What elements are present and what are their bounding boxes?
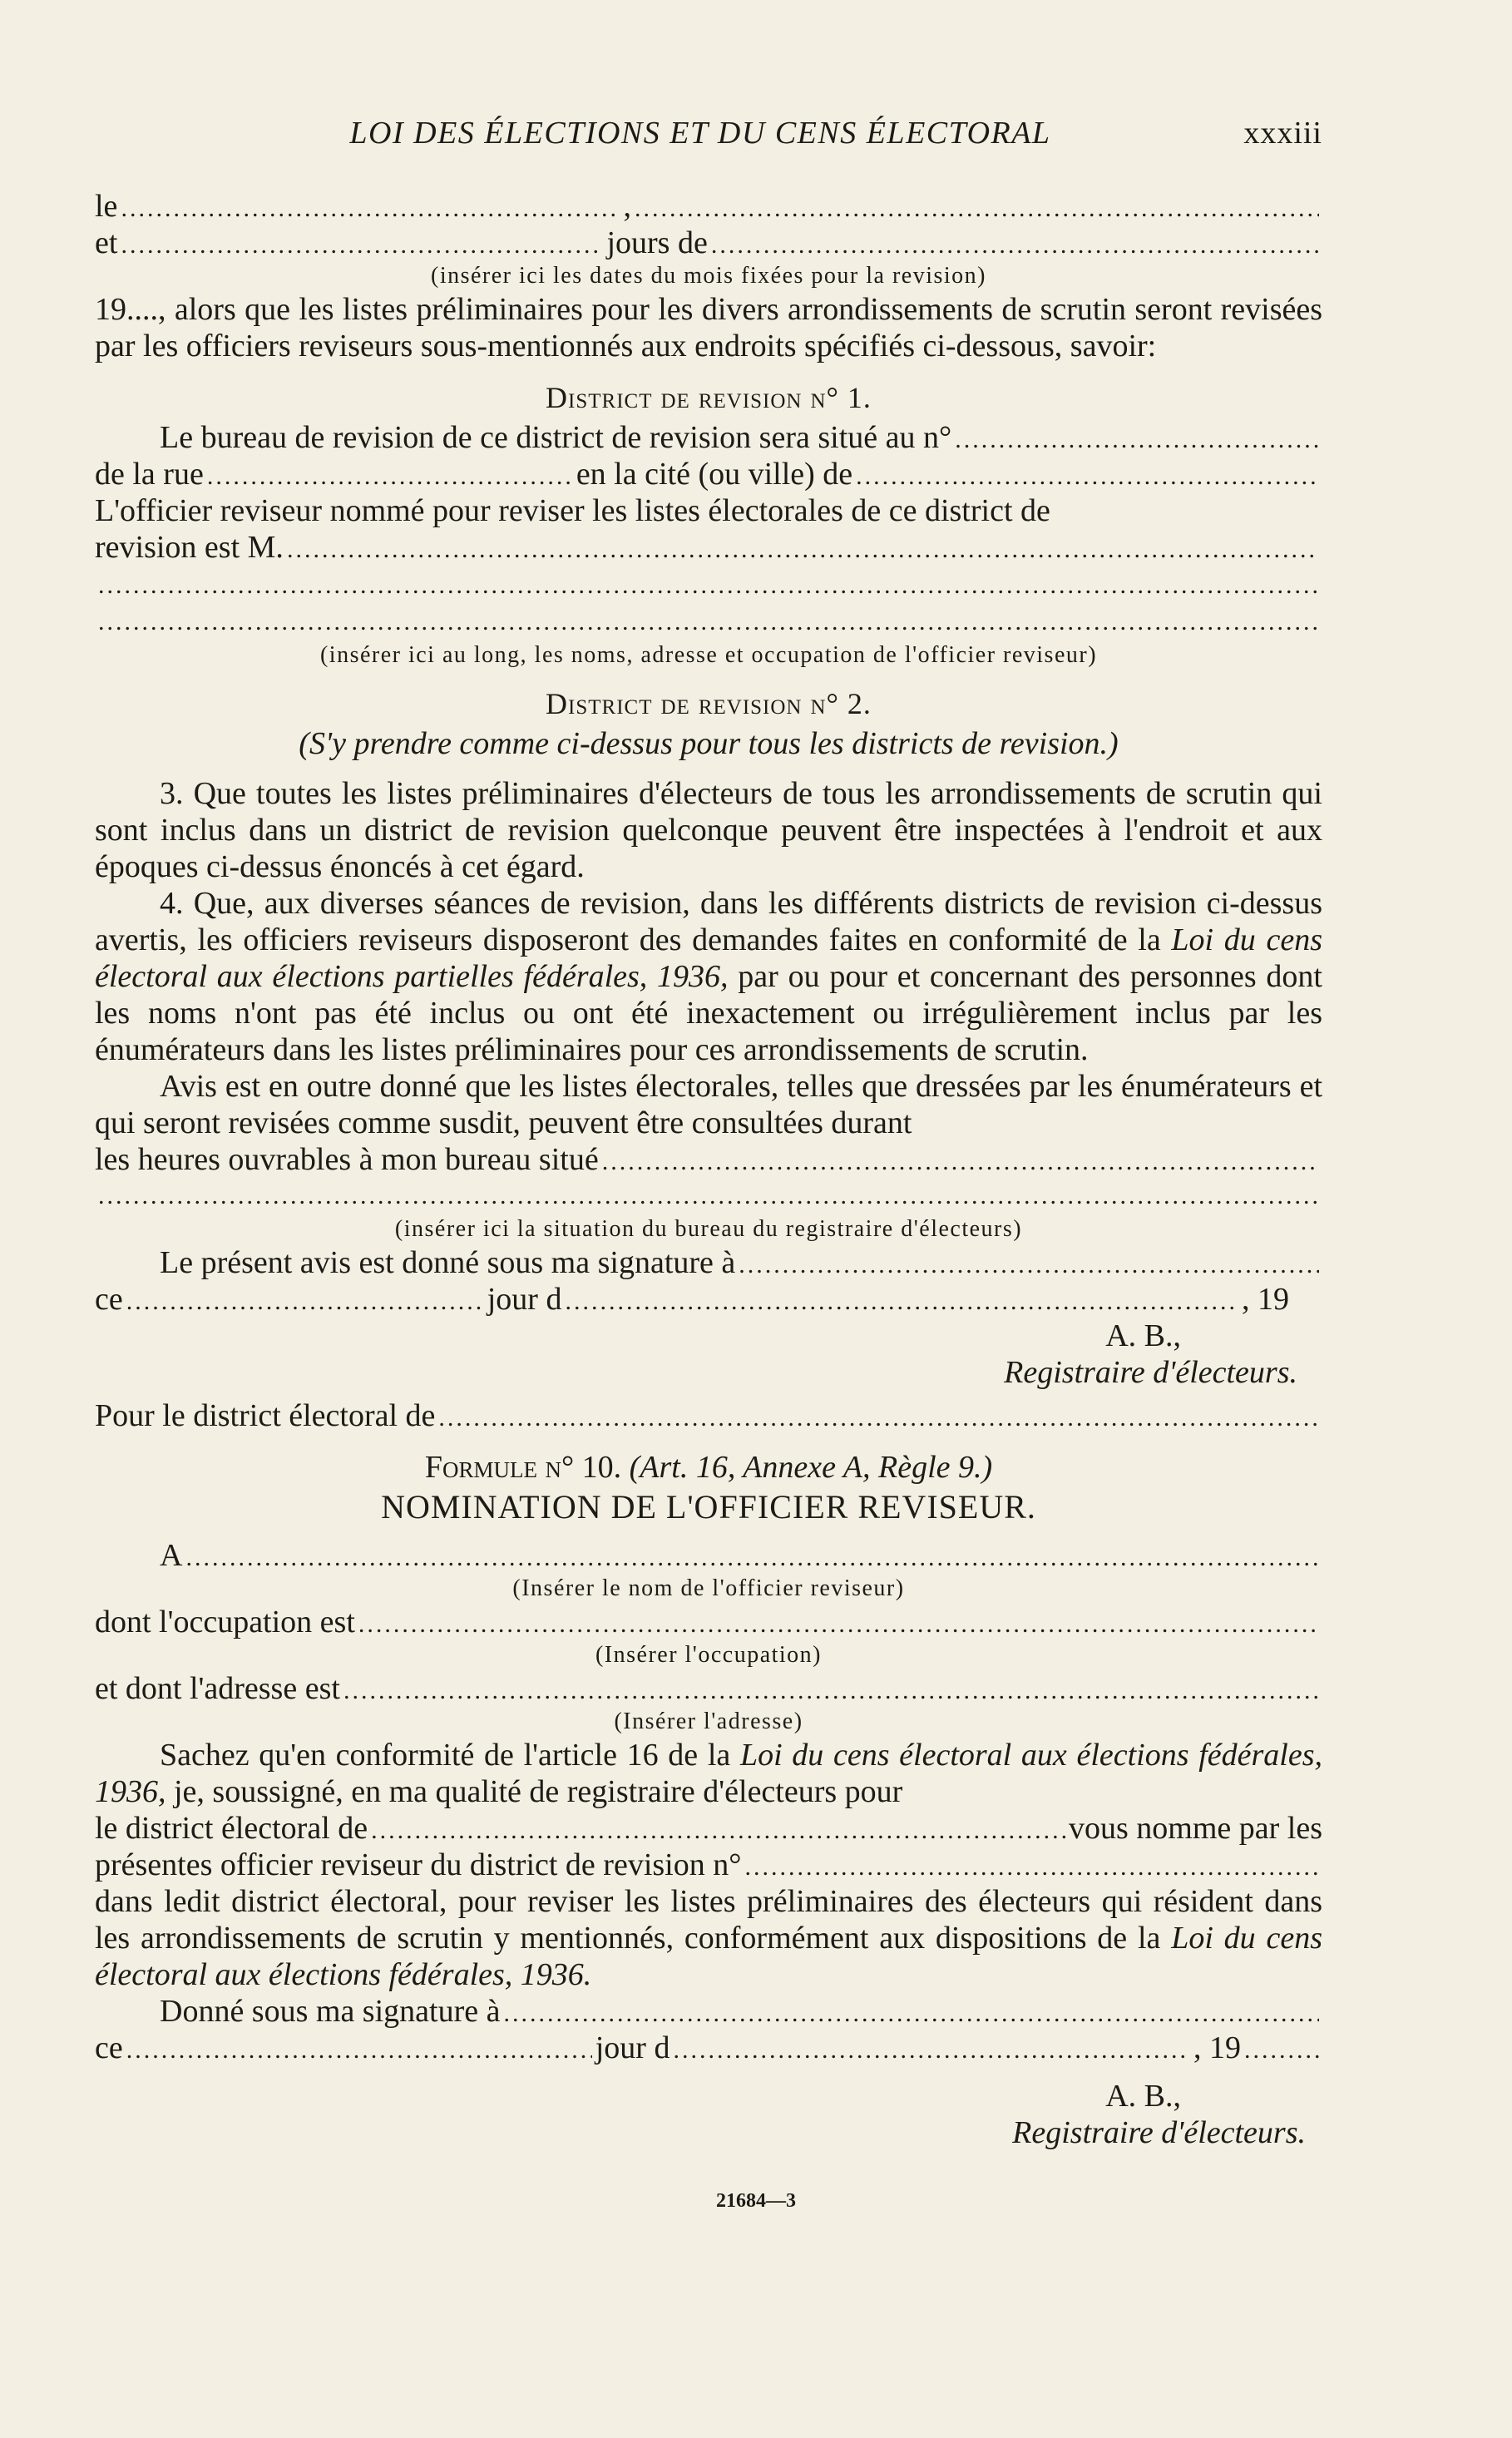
name-note: (Insérer le nom de l'officier reviseur)	[512, 1575, 905, 1601]
fill-leader	[185, 1540, 1319, 1576]
bureau-location-start: les heures ouvrables à mon bureau situé	[95, 1142, 599, 1177]
signature-place-line	[95, 1244, 1322, 1281]
given-line-start: Donné sous ma signature à	[160, 1994, 501, 2029]
revision-number-start: présentes officier reviseur du district de revision n°	[95, 1847, 742, 1882]
page-number: xxxiii	[1243, 116, 1322, 151]
signature-place-start: Le présent avis est donné sous ma signature à	[160, 1245, 736, 1280]
paragraph-3: 3. Que toutes les listes préliminaires d'électeurs de tous les arrondissements de scrutin qui sont inclus dans un district de revision quelconque peuvent être inspectées à l'endroit et aux époques ci-dessus énoncés à cet égard.	[95, 776, 1322, 884]
page-content	[95, 188, 1322, 2151]
revision-number-line	[95, 1847, 1322, 1883]
address-line-start: et dont l'adresse est	[95, 1671, 340, 1706]
intro-paragraph: 19...., alors que les listes préliminaires pour les divers arrondissements de scrutin seront revisées par les officiers reviseurs sous-mentionnés aux endroits spécifiés ci-dessous, savoir:	[95, 292, 1322, 363]
paragraph-4-law: Loi du cens électoral aux élections partielles fédérales, 1936,	[95, 922, 1322, 994]
bureau-line-text: Le bureau de revision de ce district de revision sera situé au n°	[160, 420, 952, 455]
address-line	[95, 1670, 1322, 1707]
nomination-date-ce: ce	[95, 2030, 123, 2065]
nomination-signer: A. B.,	[1105, 2079, 1181, 2114]
fill-leader	[98, 1178, 1319, 1214]
nomination-signer-title: Registraire d'électeurs.	[1012, 2115, 1306, 2150]
date-line-2	[95, 225, 1322, 261]
notice-date-jour: jour d	[487, 1282, 562, 1317]
street-line-start: de la rue	[95, 457, 204, 492]
fill-leader	[371, 1812, 1065, 1849]
nomination-body-3: dans ledit district électoral, pour reviser les listes préliminaires des électeurs qui résident dans les arrondissements de scrutin y mentionnés, conformément aux dispositions de la	[95, 1884, 1322, 1956]
officer-line	[95, 529, 1322, 566]
officer-note: (insérer ici au long, les noms, adresse et occupation de l'officier reviseur)	[319, 642, 1098, 668]
fill-leader	[126, 2032, 592, 2069]
district-2-heading: District de revision n° 2.	[546, 687, 872, 720]
notice-date-line	[95, 1281, 1322, 1318]
paragraph-4-before: 4. Que, aux diverses séances de revision, dans les différents districts de revision ci-dessus avertis, les officiers reviseurs disposeront des demandes faites en conformité de la	[95, 886, 1322, 957]
fill-leader	[711, 227, 1319, 264]
running-title: LOI DES ÉLECTIONS ET DU CENS ÉLECTORAL	[349, 116, 1051, 151]
fill-leader	[856, 458, 1319, 495]
fill-leader	[287, 532, 1319, 568]
paragraph-4	[95, 885, 1322, 1068]
form-10-ref: (Art. 16, Annexe A, Règle 9.)	[629, 1450, 993, 1485]
nomination-district-line	[95, 1810, 1322, 1847]
district-2-instruction: (S'y prendre comme ci-dessus pour tous les districts de revision.)	[299, 726, 1119, 761]
date-line-2-start: et	[95, 225, 118, 260]
notice-signer-title: Registraire d'électeurs.	[1004, 1355, 1297, 1390]
nomination-district-start: le district électoral de	[95, 1811, 368, 1846]
name-line-start: A	[160, 1538, 183, 1573]
date-line-1	[95, 188, 1322, 225]
fill-leader	[673, 2032, 1190, 2069]
notice-signer: A. B.,	[1105, 1318, 1181, 1353]
fill-leader	[126, 1283, 484, 1320]
fill-leader	[1244, 2032, 1319, 2069]
fill-leader	[438, 1400, 1319, 1437]
bureau-line	[95, 419, 1322, 456]
street-line	[95, 456, 1322, 492]
electoral-district-start: Pour le district électoral de	[95, 1398, 436, 1433]
page-header	[95, 115, 1322, 165]
nomination-district-end: vous nomme par les	[1068, 1811, 1322, 1846]
officer-line-start: revision est M.	[95, 530, 284, 565]
nomination-date-year: , 19	[1193, 2030, 1241, 2065]
date-line-1-mid: ,	[623, 189, 631, 224]
name-line	[95, 1537, 1322, 1574]
occupation-line	[95, 1604, 1322, 1640]
nomination-law-1: Loi du cens électoral aux élections fédérales, 1936,	[95, 1738, 1322, 1809]
nomination-body-1: Sachez qu'en conformité de l'article 16 de la	[160, 1738, 740, 1773]
fill-leader	[207, 458, 573, 495]
nomination-date-jour: jour d	[595, 2030, 670, 2065]
address-note: (Insérer l'adresse)	[614, 1709, 803, 1734]
nomination-paragraph-1	[95, 1737, 1322, 1810]
blank-line	[95, 604, 1322, 640]
street-line-mid: en la cité (ou ville) de	[576, 457, 853, 492]
fill-leader	[602, 1144, 1319, 1180]
notice-date-ce: ce	[95, 1282, 123, 1317]
fill-leader	[98, 604, 1319, 640]
fill-leader	[955, 422, 1319, 458]
nomination-law-2: Loi du cens électoral aux élections fédérales, 1936.	[95, 1921, 1322, 1992]
print-code: 21684—3	[716, 2190, 796, 2212]
bureau-note: (insérer ici la situation du bureau du registraire d'électeurs)	[394, 1216, 1023, 1242]
district-1-heading: District de revision n° 1.	[546, 381, 872, 414]
notice-date-year: , 19	[1242, 1282, 1289, 1317]
occupation-line-start: dont l'occupation est	[95, 1605, 355, 1639]
notice-paragraph: Avis est en outre donné que les listes électorales, telles que dressées par les énumérateurs et qui seront revisées comme susdit, peuvent être consultées durant	[95, 1069, 1322, 1140]
nomination-date-line	[95, 2030, 1322, 2066]
bureau-location-line	[95, 1141, 1322, 1178]
occupation-note: (Insérer l'occupation)	[595, 1642, 823, 1668]
date-line-1-start: le	[95, 189, 118, 224]
fill-leader	[565, 1283, 1238, 1320]
blank-line	[95, 1178, 1322, 1214]
fill-leader	[121, 190, 620, 227]
date-line-2-mid: jours de	[606, 225, 708, 260]
blank-line	[95, 567, 1322, 604]
paragraph-4-after: par ou pour et concernant des personnes dont les noms n'ont pas été inclus ou ont été inexactement ou irrégulièrement inclus par les énumérateurs dans les listes préliminaires pour ces arrondissements de scrutin.	[95, 959, 1322, 1067]
form-10-title: NOMINATION DE L'OFFICIER REVISEUR.	[381, 1488, 1036, 1526]
fill-leader	[121, 227, 603, 264]
officer-paragraph: L'officier reviseur nommé pour reviser les listes électorales de ce district de	[95, 493, 1050, 528]
fill-leader	[744, 1849, 1319, 1886]
dates-note: (insérer ici les dates du mois fixées pour la revision)	[431, 263, 986, 289]
nomination-body-2: je, soussigné, en ma qualité de registraire d'électeurs pour	[166, 1774, 903, 1809]
form-10-label-line	[95, 1449, 1322, 1489]
electoral-district-line	[95, 1397, 1322, 1434]
nomination-paragraph-2	[95, 1883, 1322, 1993]
fill-leader	[98, 567, 1319, 604]
fill-leader	[358, 1606, 1319, 1643]
fill-leader	[635, 190, 1319, 227]
given-line	[95, 1993, 1322, 2030]
fill-leader	[739, 1247, 1319, 1283]
form-10-label: Formule n° 10.	[424, 1450, 622, 1485]
fill-leader	[503, 1995, 1319, 2032]
fill-leader	[343, 1673, 1319, 1709]
